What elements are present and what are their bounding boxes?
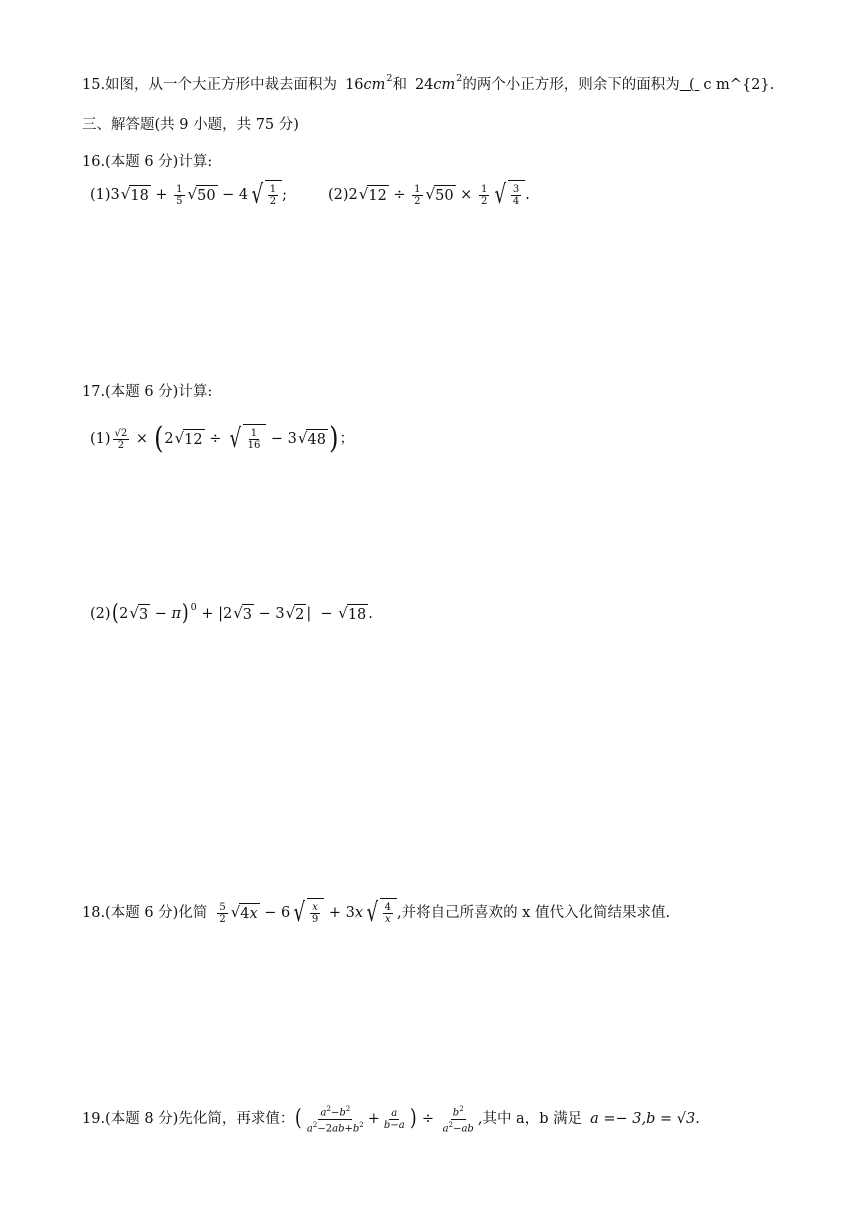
q15-area1: 16 cm 2 (345, 73, 393, 93)
q15-and: 和 (392, 77, 407, 93)
q19-condition: a =− 3,b = √3. (590, 1111, 700, 1127)
q15-middle: 的两个小正方形，则余下的面积为 (462, 77, 680, 93)
q17-part2-label: (2) (90, 606, 111, 622)
q16-part2-label: (2) (328, 187, 349, 203)
q15-answer-blank: ( (689, 77, 695, 93)
q17-part2 (90, 600, 373, 628)
q17-part1 (90, 421, 354, 457)
q16-part1-label: (1) (90, 187, 111, 203)
question-19 (82, 1104, 700, 1134)
q15-tail: c m^{2}. (703, 77, 775, 93)
question-18 (82, 898, 670, 928)
q16-part2-expr: 2 √ 12 ÷ $\frac{1}{2}$ √ 50 × $\frac{1}{2}$ √ $\frac{3}{4}$ . (348, 180, 530, 210)
q18-prefix: 18.(本题 6 分)化简 (82, 905, 208, 921)
q17-part1-label: (1) (90, 431, 111, 447)
q15-prefix: 15.如图，从一个大正方形中裁去面积为 (82, 77, 338, 93)
question-15 (82, 75, 774, 95)
q16-part2 (328, 180, 530, 210)
q17-part2-expr: ( 2 √ 3 − π ) 0 + |2 √ 3 − 3 √ 2 | − √ 18 . (111, 601, 373, 626)
q18-suffix: ,并将自己所喜欢的 x 值代入化简结果求值. (396, 905, 671, 921)
q16-part1 (90, 180, 287, 210)
q19-middle: ,其中 a，b 满足 (477, 1111, 583, 1127)
q16-part1-expr: 3 √ 18 + $\frac{1}{5}$ √ 50 − 4 √ $\frac{1}{2}$ ; (110, 180, 287, 210)
section-3-header: 三、解答题(共 9 小题，共 75 分) (82, 117, 299, 133)
question-17-title: 17.(本题 6 分)计算: (82, 384, 213, 400)
q15-area2: 24 cm 2 (414, 73, 463, 93)
q18-expr: $\frac{5}{2}$ √ 4 x − 6 √ $\frac{x}{9}$ + 3 x √ $\frac{4}{x}$ (215, 898, 397, 928)
q17-part1-expr: $\frac{√2}{2}$ × ( 2 √ 12 ÷ √ $\frac{1}{16}$ − 3 √ 48 ) ； (114, 421, 355, 456)
q19-expr: ( $\frac{a^2-b^2}{a^2-2ab+b^2}$ + $\frac{a}{b-a}$ ) ÷ $\frac{b^2}{a^2-ab}$ (295, 1105, 474, 1134)
question-16-title: 16.(本题 6 分)计算: (82, 154, 213, 170)
q19-prefix: 19.(本题 8 分)先化简，再求值： (82, 1111, 295, 1127)
